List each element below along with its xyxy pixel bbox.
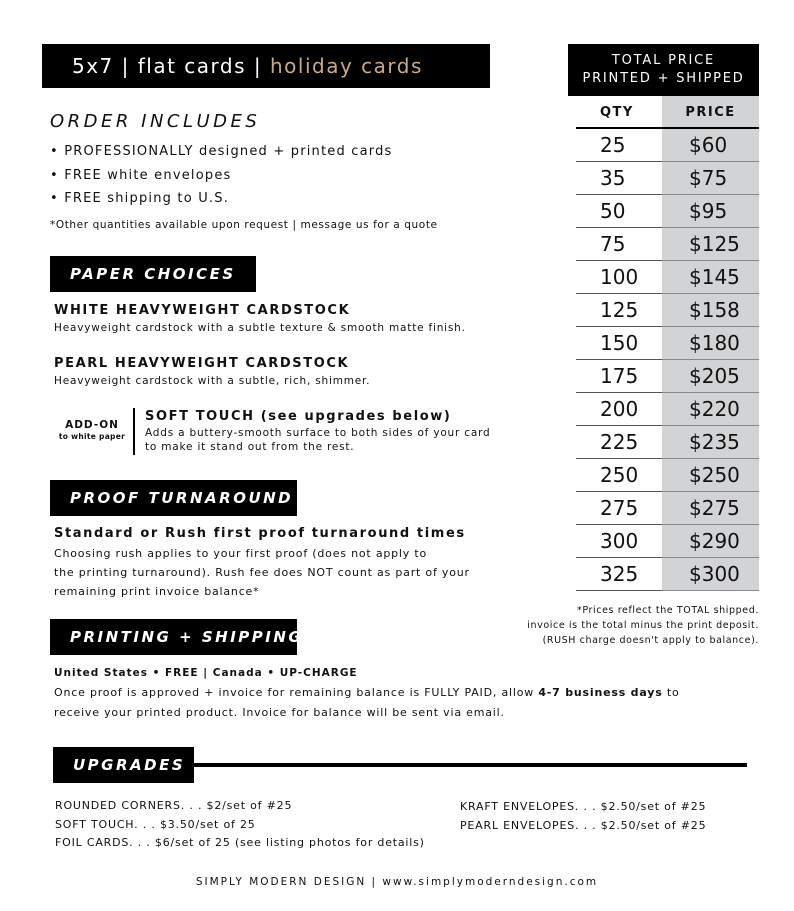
qty-cell: 25 — [576, 129, 662, 162]
price-cell: $158 — [662, 294, 759, 327]
shipping-line-1 — [54, 686, 680, 699]
qty-cell: 100 — [576, 261, 662, 294]
qty-cell: 75 — [576, 228, 662, 261]
qty-column-header: QTY — [576, 96, 662, 129]
price-note-2: invoice is the total minus the print deposit. — [527, 620, 759, 631]
addon-subtitle: to white paper — [58, 432, 126, 441]
table-row — [576, 327, 759, 360]
price-cell: $205 — [662, 360, 759, 393]
list-item: • PROFESSIONALLY designed + printed cards — [50, 144, 393, 159]
upgrade-rounded-corners: ROUNDED CORNERS. . . $2/set of #25 — [55, 799, 293, 812]
price-cell: $125 — [662, 228, 759, 261]
table-row — [576, 558, 759, 591]
quantity-note: *Other quantities available upon request | message us for a quote — [50, 219, 438, 231]
qty-cell: 250 — [576, 459, 662, 492]
shipping-heading: United States • FREE | Canada • UP-CHARGE — [54, 667, 358, 679]
upgrade-pearl-envelopes: PEARL ENVELOPES. . . $2.50/set of #25 — [460, 819, 707, 832]
order-bullets — [50, 140, 393, 211]
qty-cell: 200 — [576, 393, 662, 426]
table-row — [576, 459, 759, 492]
qty-cell: 300 — [576, 525, 662, 558]
qty-cell: 125 — [576, 294, 662, 327]
qty-cell: 225 — [576, 426, 662, 459]
price-cell: $275 — [662, 492, 759, 525]
price-cell: $250 — [662, 459, 759, 492]
order-heading: ORDER INCLUDES — [50, 111, 261, 132]
price-header-line-2: PRINTED + SHIPPED — [582, 71, 745, 86]
list-item: • FREE white envelopes — [50, 167, 232, 183]
table-row — [576, 195, 759, 228]
addon-label — [54, 419, 130, 441]
addon-divider — [133, 408, 135, 455]
proof-turnaround-label: PROOF TURNAROUND — [50, 480, 297, 516]
title-main: 5x7 | flat cards | — [72, 54, 270, 78]
addon-title: ADD-ON — [65, 419, 119, 431]
table-row — [576, 294, 759, 327]
shipping-line-1a: Once proof is approved + invoice for remaining balance is FULLY PAID, allow — [54, 686, 539, 699]
table-row — [576, 426, 759, 459]
upgrade-foil-cards: FOIL CARDS. . . $6/set of 25 (see listing photos for details) — [55, 836, 425, 849]
upgrade-kraft-envelopes: KRAFT ENVELOPES. . . $2.50/set of #25 — [460, 800, 707, 813]
white-cardstock-desc: Heavyweight cardstock with a subtle texture & smooth matte finish. — [54, 322, 466, 334]
proof-line-1: Choosing rush applies to your first proof (does not apply to — [54, 547, 428, 560]
price-cell: $290 — [662, 525, 759, 558]
white-cardstock-heading: WHITE HEAVYWEIGHT CARDSTOCK — [54, 303, 351, 318]
qty-cell: 175 — [576, 360, 662, 393]
shipping-line-1c: to — [662, 686, 680, 699]
price-cell: $145 — [662, 261, 759, 294]
price-cell: $95 — [662, 195, 759, 228]
price-cell: $235 — [662, 426, 759, 459]
table-row — [576, 162, 759, 195]
title-bar — [42, 44, 490, 88]
price-column-header: PRICE — [662, 96, 759, 129]
proof-line-2: the printing turnaround). Rush fee does NOT count as part of your — [54, 566, 470, 579]
price-note-3: (RUSH charge doesn't apply to balance). — [542, 635, 759, 646]
paper-choices-label: PAPER CHOICES — [50, 256, 256, 292]
price-cell: $220 — [662, 393, 759, 426]
price-cell: $60 — [662, 129, 759, 162]
proof-line-3: remaining print invoice balance* — [54, 585, 260, 598]
list-item: • FREE shipping to U.S. — [50, 191, 230, 206]
price-table — [576, 96, 759, 591]
printing-shipping-label: PRINTING + SHIPPING — [50, 619, 297, 655]
price-note-1: *Prices reflect the TOTAL shipped. — [577, 605, 759, 616]
table-row — [576, 393, 759, 426]
soft-touch-heading: SOFT TOUCH (see upgrades below) — [145, 409, 452, 424]
soft-touch-desc-1: Adds a buttery-smooth surface to both sides of your card — [145, 427, 491, 439]
qty-cell: 275 — [576, 492, 662, 525]
price-table-columns — [576, 96, 759, 129]
title-accent: holiday cards — [269, 54, 423, 78]
qty-cell: 150 — [576, 327, 662, 360]
table-row — [576, 525, 759, 558]
proof-heading: Standard or Rush first proof turnaround times — [54, 526, 466, 541]
table-row — [576, 129, 759, 162]
price-header-line-1: TOTAL PRICE — [611, 53, 716, 68]
price-cell: $75 — [662, 162, 759, 195]
shipping-line-2: receive your printed product. Invoice for balance will be sent via email. — [54, 706, 505, 719]
shipping-days: 4-7 business days — [538, 686, 663, 699]
price-cell: $300 — [662, 558, 759, 591]
upgrade-soft-touch: SOFT TOUCH. . . $3.50/set of 25 — [55, 818, 256, 831]
table-row — [576, 261, 759, 294]
table-row — [576, 492, 759, 525]
pearl-cardstock-desc: Heavyweight cardstock with a subtle, rich, shimmer. — [54, 375, 371, 387]
footer: SIMPLY MODERN DESIGN | www.simplymoderndesign.com — [195, 876, 599, 888]
table-row — [576, 228, 759, 261]
price-table-header — [568, 44, 759, 96]
soft-touch-desc-2: to make it stand out from the rest. — [145, 441, 355, 453]
upgrades-label: UPGRADES — [53, 747, 194, 783]
qty-cell: 35 — [576, 162, 662, 195]
table-row — [576, 360, 759, 393]
price-cell: $180 — [662, 327, 759, 360]
upgrades-rule — [194, 763, 747, 767]
qty-cell: 50 — [576, 195, 662, 228]
qty-cell: 325 — [576, 558, 662, 591]
pearl-cardstock-heading: PEARL HEAVYWEIGHT CARDSTOCK — [54, 356, 350, 371]
